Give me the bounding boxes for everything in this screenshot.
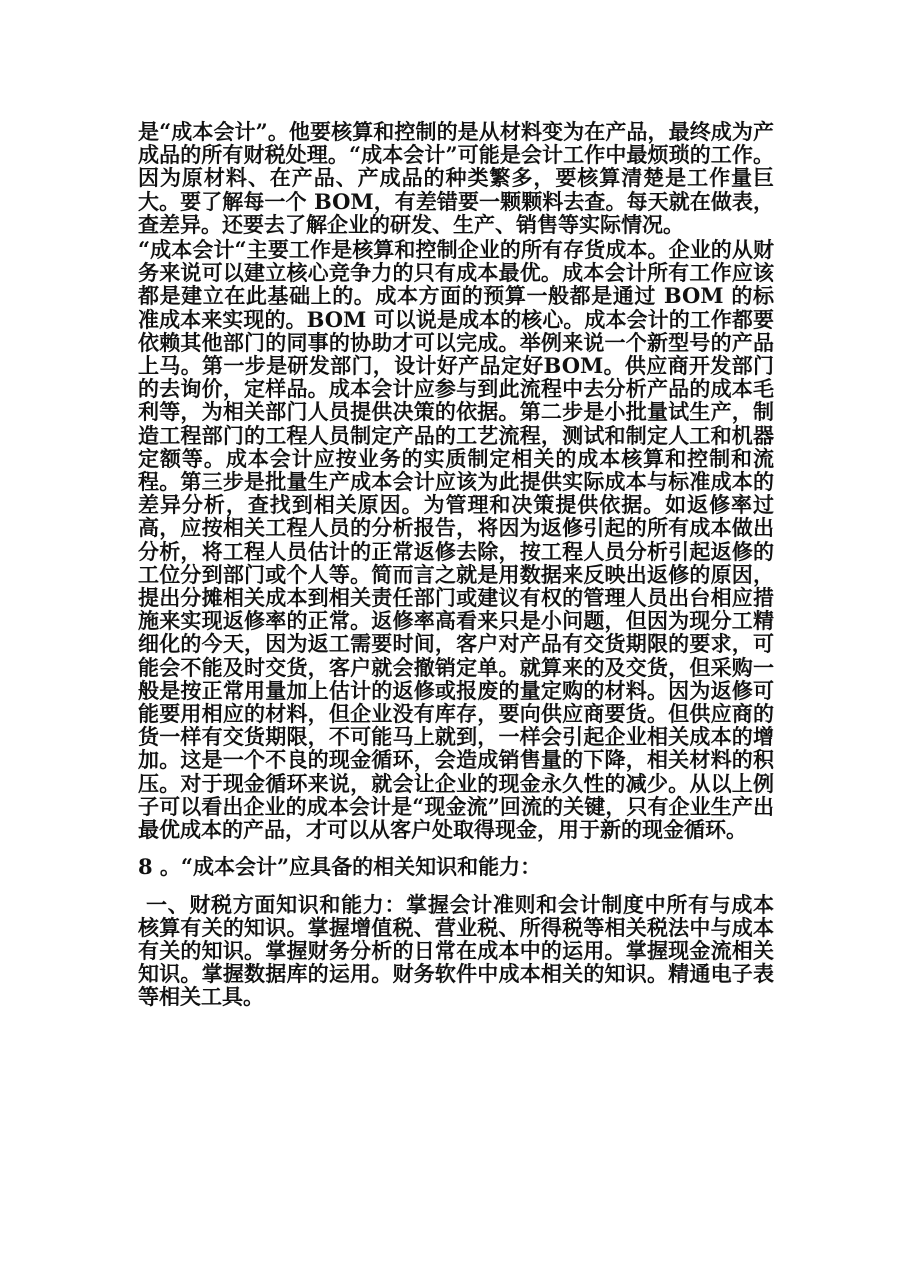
document-body <box>138 120 774 1009</box>
paragraph-finance-tax-knowledge: 一、财税方面知识和能力：掌握会计准则和会计制度中所有与成本核算有关的知识。掌握增值税、营业税、所得税等相关税法中与成本有关的知识。掌握财务分析的日常在成本中的运用。掌握现金流相关知识。掌握数据库的运用。财务软件中成本相关的知识。精通电子表等相关工具。 <box>138 891 775 1010</box>
paragraph-cost-accounting-duties: “成本会计“主要工作是核算和控制企业的所有存货成本。企业的从财务来说可以建立核心竞争力的只有成本最优。成本会计所有工作应该都是建立在此基础上的。成本方面的预算一般都是通过 BOM 的标准成本来实现的。BOM 可以说是成本的核心。成本会计的工作都要依赖其他部门的同事的协助才可以完成。举例来说一个新型号的产品上马。第一步是研发部门，设计好产品定好BOM。供应商开发部门的去询价，定样品。成本会计应参与到此流程中去分析产品的成本毛利等，为相关部门人员提供决策的依据。第二步是小批量试生产，制造工程部门的工程人员制定产品的工艺流程，测试和制定人工和机器定额等。成本会计应按业务的实质制定相关的成本核算和控制和流程。第三步是批量生产成本会计应该为此提供实际成本与标准成本的差异分析，查找到相关原因。为管理和决策提供依据。如返修率过高，应按相关工程人员的分析报告，将因为返修引起的所有成本做出分析，将工程人员估计的正常返修去除，按工程人员分析引起返修的工位分到部门或个人等。简而言之就是用数据来反映出返修的原因，提出分摊相关成本到相关责任部门或建议有权的管理人员出台相应措施来实现返修率的正常。返修率高看来只是小问题，但因为现分工精细化的今天，因为返工需要时间，客户对产品有交货期限的要求，可能会不能及时交货，客户就会撤销定单。就算来的及交货，但采购一般是按正常用量加上估计的返修或报废的量定购的材料。因为返修可能要用相应的材料，但企业没有库存，要向供应商要货。但供应商的货一样有交货期限，不可能马上就到，一样会引起企业相关成本的增加。这是一个不良的现金循环，会造成销售量的下降，相关材料的积压。对于现金循环来说，就会让企业的现金永久性的减少。从以上例子可以看出企业的成本会计是“现金流”回流的关键，只有企业生产出最优成本的产品，才可以从客户处取得现金，用于新的现金循环。 <box>138 237 774 843</box>
section-heading-required-knowledge: 8 。“成本会计”应具备的相关知识和能力： <box>138 854 542 880</box>
paragraph-cost-accounting-intro: 是“成本会计”。他要核算和控制的是从材料变为在产品，最终成为产成品的所有财税处理。“成本会计”可能是会计工作中最烦琐的工作。因为原材料、在产品、产成品的种类繁多，要核算清楚是工作量巨大。要了解每一个 BOM，有差错要一颗颗料去查。每天就在做表，查差异。还要去了解企业的研发、生产、销售等实际情况。 <box>138 119 774 237</box>
